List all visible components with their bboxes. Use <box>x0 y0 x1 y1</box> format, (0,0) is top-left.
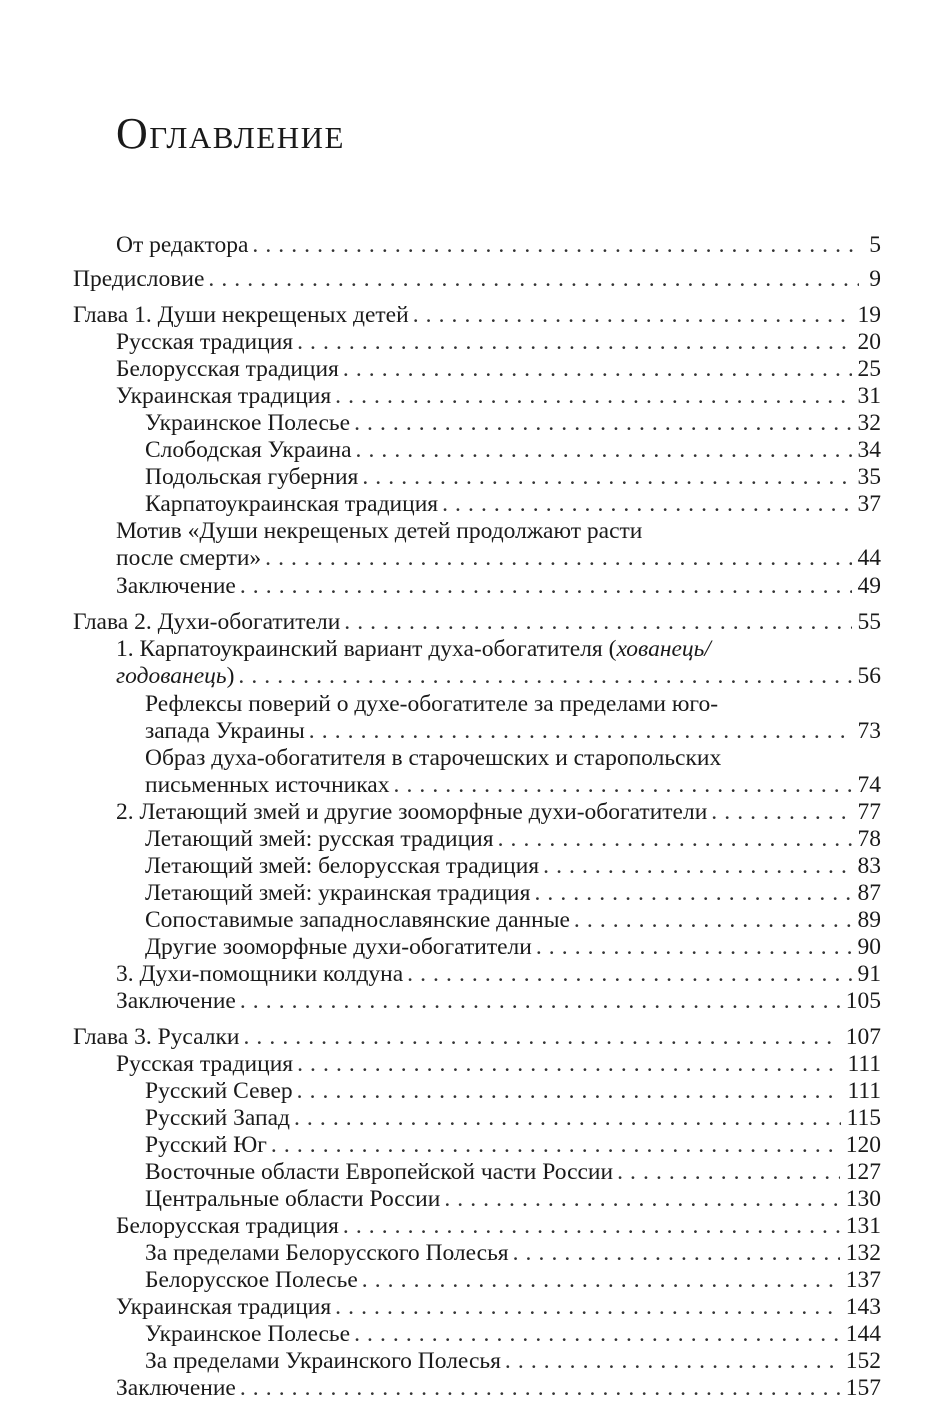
page-title: Оглавление <box>116 109 345 158</box>
toc-entry[interactable] <box>145 907 881 934</box>
dot-leader <box>444 1186 839 1213</box>
toc-entry-title: Русская традиция <box>116 329 294 355</box>
dot-leader <box>294 1105 841 1132</box>
toc-entry-title-italic: хованець/ <box>616 636 711 662</box>
dot-leader <box>297 1051 841 1078</box>
toc-page-number: 131 <box>845 1213 881 1239</box>
toc-page-number: 90 <box>857 934 881 960</box>
toc-page-number: 143 <box>845 1294 881 1320</box>
toc-entry-title-part: 1. Карпатоукраинский вариант духа-обогатителя ( <box>116 636 617 662</box>
dot-leader <box>271 1132 840 1159</box>
toc-entry-title: Карпатоукраинская традиция <box>145 491 439 517</box>
toc-entry[interactable] <box>145 1159 881 1186</box>
toc-page-number: 74 <box>857 772 881 798</box>
dot-leader <box>354 410 851 437</box>
toc-entry-title: Белорусское Полесье <box>145 1267 358 1293</box>
toc-entry-title: Летающий змей: украинская традиция <box>145 880 531 906</box>
toc-entry-title: Украинское Полесье <box>145 410 351 436</box>
toc-page-number: 20 <box>857 329 881 355</box>
toc-page-number: 132 <box>845 1240 881 1266</box>
toc-entry-title: Подольская губерния <box>145 464 359 490</box>
toc-page-number: 152 <box>845 1348 881 1374</box>
toc-page-number: 137 <box>845 1267 881 1293</box>
dot-leader <box>536 934 852 961</box>
toc-page-number: 19 <box>857 302 881 328</box>
toc-entry-title: Сопоставимые западнославянские данные <box>145 907 570 933</box>
toc-page-number: 111 <box>847 1078 881 1104</box>
toc-entry-title: письменных источниках <box>145 772 390 798</box>
toc-entry-title: Глава 2. Духи-обогатители <box>73 609 341 635</box>
dot-leader <box>711 799 851 826</box>
toc-page-number: 55 <box>857 609 881 635</box>
toc-entry[interactable] <box>116 383 881 410</box>
toc-entry[interactable] <box>145 1348 881 1375</box>
toc-entry[interactable] <box>145 1240 881 1267</box>
dot-leader <box>407 961 851 988</box>
dot-leader <box>617 1159 840 1186</box>
toc-entry-title: Глава 3. Русалки <box>73 1024 240 1050</box>
toc-entry-title: Русский Север <box>145 1078 293 1104</box>
toc-page-number: 34 <box>857 437 881 463</box>
dot-leader <box>335 383 851 410</box>
toc-entry-title <box>116 663 234 690</box>
dot-leader <box>238 663 851 690</box>
toc-entry-title: Украинское Полесье <box>145 1321 351 1347</box>
toc-entry[interactable] <box>73 266 881 293</box>
toc-entry[interactable] <box>116 329 881 356</box>
toc-entry-title: Заключение <box>116 988 236 1014</box>
toc-entry[interactable] <box>116 799 881 826</box>
toc-entry-title: Другие зооморфные духи-обогатители <box>145 934 532 960</box>
toc-entry-title-part: ) <box>226 663 235 689</box>
dot-leader <box>543 853 851 880</box>
toc-entry-title-line1 <box>116 636 711 663</box>
toc-page-number: 9 <box>869 266 881 292</box>
toc-page-number: 37 <box>857 491 881 517</box>
dot-leader <box>335 1294 840 1321</box>
dot-leader <box>513 1240 840 1267</box>
toc-entry[interactable] <box>116 1213 881 1240</box>
toc-entry-title: От редактора <box>116 232 249 258</box>
toc-entry[interactable] <box>116 1375 881 1402</box>
dot-leader <box>505 1348 840 1375</box>
toc-entry[interactable] <box>145 1186 881 1213</box>
toc-page-number: 49 <box>857 573 881 599</box>
dot-leader <box>574 907 852 934</box>
toc-entry-title: Заключение <box>116 573 236 599</box>
toc-entry[interactable] <box>145 1321 881 1348</box>
toc-page-number: 32 <box>857 410 881 436</box>
toc-chapter-entry[interactable] <box>73 302 881 329</box>
toc-entry[interactable] <box>145 934 881 961</box>
toc-entry-title: Слободская Украина <box>145 437 352 463</box>
toc-page-number: 73 <box>857 718 881 744</box>
toc-page-number: 5 <box>869 232 881 258</box>
toc-entry-title: 2. Летающий змей и другие зооморфные духи-обогатители <box>116 799 708 825</box>
toc-entry[interactable] <box>145 491 881 518</box>
dot-leader <box>354 1321 840 1348</box>
toc-entry-title: Русская традиция <box>116 1051 294 1077</box>
toc-page-number: 144 <box>845 1321 881 1347</box>
toc-entry-title: запада Украины <box>145 718 305 744</box>
dot-leader <box>498 826 852 853</box>
toc-page-number: 107 <box>845 1024 881 1050</box>
toc-entry-title: За пределами Белорусского Полесья <box>145 1240 509 1266</box>
toc-entry[interactable] <box>116 663 881 690</box>
toc-page-number: 77 <box>857 799 881 825</box>
toc-entry[interactable] <box>116 356 881 383</box>
toc-page-number: 31 <box>857 383 881 409</box>
toc-entry[interactable] <box>116 573 881 600</box>
dot-leader <box>343 1213 840 1240</box>
toc-page-number: 157 <box>845 1375 881 1401</box>
toc-entry-title: Белорусская традиция <box>116 1213 339 1239</box>
toc-entry-title: Белорусская традиция <box>116 356 339 382</box>
dot-leader <box>362 1267 840 1294</box>
toc-entry-title: Восточные области Европейской части России <box>145 1159 614 1185</box>
toc-entry-title: За пределами Украинского Полесья <box>145 1348 501 1374</box>
toc-entry-title: Центральные области России <box>145 1186 441 1212</box>
toc-entry-title: 3. Духи-помощники колдуна <box>116 961 404 987</box>
toc-entry[interactable] <box>145 1105 881 1132</box>
dot-leader <box>344 609 851 636</box>
toc-entry[interactable] <box>116 232 881 259</box>
dot-leader <box>394 772 852 799</box>
toc-entry-title-line1: Образ духа-обогатителя в старочешских и старопольских <box>145 745 722 771</box>
toc-entry[interactable] <box>116 988 881 1015</box>
toc-entry[interactable] <box>116 545 881 572</box>
toc-entry-title: Летающий змей: белорусская традиция <box>145 853 540 879</box>
dot-leader <box>362 464 851 491</box>
dot-leader <box>309 718 852 745</box>
dot-leader <box>240 1375 840 1402</box>
toc-entry[interactable] <box>116 1051 881 1078</box>
toc-entry-title: Летающий змей: русская традиция <box>145 826 494 852</box>
dot-leader <box>265 545 851 572</box>
toc-page-number: 105 <box>845 988 881 1014</box>
toc-page-number: 83 <box>857 853 881 879</box>
dot-leader <box>208 266 859 293</box>
dot-leader <box>243 1024 839 1051</box>
toc-page-number: 111 <box>847 1051 881 1077</box>
dot-leader <box>297 1078 842 1105</box>
toc-entry[interactable] <box>145 1267 881 1294</box>
toc-entry[interactable] <box>145 1132 881 1159</box>
toc-entry[interactable] <box>145 853 881 880</box>
dot-leader <box>343 356 852 383</box>
toc-page-number: 56 <box>857 663 881 689</box>
dot-leader <box>356 437 852 464</box>
toc-entry-title: Украинская традиция <box>116 383 332 409</box>
dot-leader <box>442 491 851 518</box>
toc-page-number: 91 <box>857 961 881 987</box>
dot-leader <box>240 573 852 600</box>
toc-entry[interactable] <box>145 1078 881 1105</box>
toc-entry[interactable] <box>145 718 881 745</box>
toc-entry-title-italic: годованець <box>116 663 227 689</box>
toc-page-number: 44 <box>857 545 881 571</box>
toc-entry[interactable] <box>145 880 881 907</box>
toc-chapter-entry[interactable] <box>73 609 881 636</box>
toc-page-number: 120 <box>845 1132 881 1158</box>
toc-page-number: 130 <box>845 1186 881 1212</box>
toc-page-number: 87 <box>857 880 881 906</box>
toc-entry[interactable] <box>145 772 881 799</box>
toc-entry[interactable] <box>116 961 881 988</box>
toc-page-number: 115 <box>846 1105 881 1131</box>
toc-page-number: 78 <box>857 826 881 852</box>
dot-leader <box>413 302 852 329</box>
toc-page-number: 89 <box>857 907 881 933</box>
toc-entry-title-line1: Мотив «Души некрещеных детей продолжают расти <box>116 518 643 544</box>
toc-entry-title: после смерти» <box>116 545 262 571</box>
toc-entry[interactable] <box>145 826 881 853</box>
toc-entry[interactable] <box>145 464 881 491</box>
toc-entry[interactable] <box>145 410 881 437</box>
dot-leader <box>297 329 851 356</box>
dot-leader <box>252 232 859 259</box>
toc-page-number: 35 <box>857 464 881 490</box>
toc-entry-title: Русский Юг <box>145 1132 267 1158</box>
toc-entry-title: Предисловие <box>73 266 205 292</box>
toc-entry-title: Украинская традиция <box>116 1294 332 1320</box>
toc-entry-title: Глава 1. Души некрещеных детей <box>73 302 409 328</box>
dot-leader <box>240 988 840 1015</box>
toc-entry[interactable] <box>116 1294 881 1321</box>
toc-page-number: 127 <box>845 1159 881 1185</box>
toc-page-number: 25 <box>857 356 881 382</box>
toc-entry[interactable] <box>145 437 881 464</box>
dot-leader <box>534 880 851 907</box>
toc-chapter-entry[interactable] <box>73 1024 881 1051</box>
toc-entry-title-line1: Рефлексы поверий о духе-обогатителе за пределами юго- <box>145 691 719 717</box>
toc-entry-title: Русский Запад <box>145 1105 290 1131</box>
toc-entry-title: Заключение <box>116 1375 236 1401</box>
